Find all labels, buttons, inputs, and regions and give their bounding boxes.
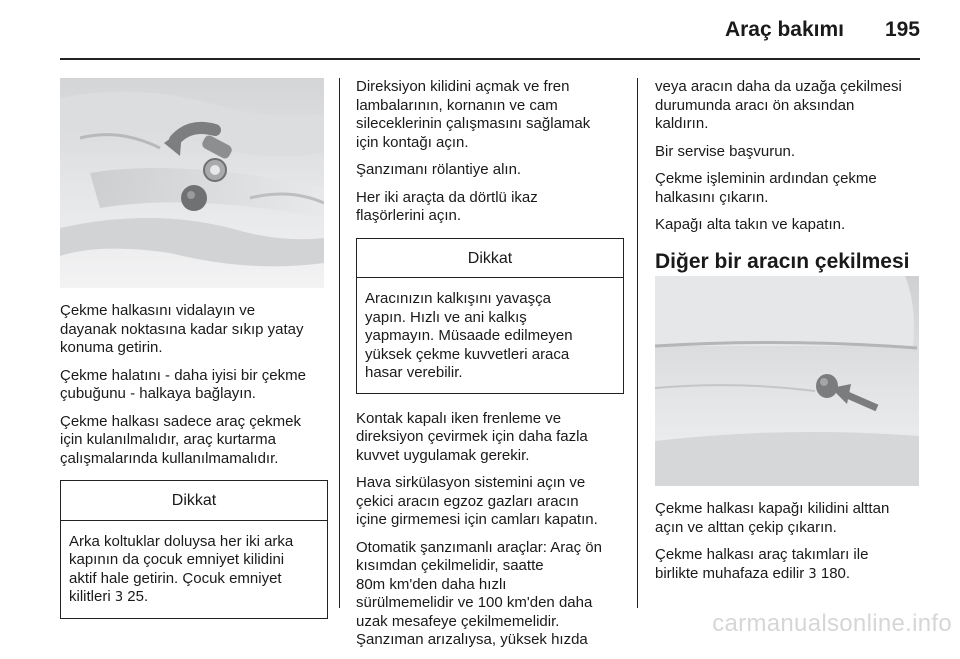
front-bumper-tow-eye-drawing: [60, 78, 324, 288]
rear-bumper-cover-drawing: [655, 276, 919, 486]
column-3: [655, 78, 920, 275]
tow-eye-front-illustration: [60, 78, 324, 288]
arrow-reference-icon: 3: [808, 566, 817, 582]
caution-body: Aracınızın kalkışını yavaşça yapın. Hızlı ve ani kalkış yapmayın. Müsaade edilmeyen yüksek çekme kuvvetleri araca hasar verebilir.: [365, 290, 573, 381]
paragraph: Direksiyon kilidini açmak ve fren lambalarının, kornanın ve cam sileceklerinin çalışmasını sağlamak için kontağı açın.: [356, 78, 591, 151]
paragraph: Çekme işleminin ardından çekme halkasını çıkarın.: [655, 170, 877, 206]
paragraph: Hava sirkülasyon sistemini açın ve çekici aracın egzoz gazları aracın içine girmemesi için camları kapatın.: [356, 474, 598, 528]
watermark: carmanualsonline.info: [712, 610, 952, 637]
column-3-bottom: [655, 500, 920, 593]
paragraph: Çekme halkasını vidalayın ve dayanak noktasına kadar sıkıp yatay konuma getirin.: [60, 302, 304, 356]
column-divider-2: [637, 78, 638, 608]
tow-eye-cover-illustration: [655, 276, 919, 486]
page-number: 195: [884, 18, 920, 41]
column-2: [356, 78, 624, 659]
arrow-reference-icon: 3: [114, 590, 124, 605]
paragraph: Çekme halkası sadece araç çekmek için kulanılmalıdır, araç kurtarma çalışmalarında kullanılmamalıdır.: [60, 412, 301, 467]
paragraph: Şanzımanı rölantiye alın.: [356, 161, 522, 178]
paragraph: Otomatik şanzımanlı araçlar: Araç ön kısımdan çekilmelidir, saatte 80m km'den daha hızlı sürülmemelidir ve 100 km'den daha uzak mesafeye çekilmemelidir. Şanzıman arızalıysa, yüksek hızda: [356, 538, 602, 648]
paragraph: Her iki araçta da dörtlü ikaz flaşörlerini açın.: [356, 188, 538, 224]
paragraph: veya aracın daha da uzağa çekilmesi durumunda aracı ön aksından kaldırın.: [655, 78, 902, 132]
caution-title: Dikkat: [61, 481, 327, 521]
reference-link[interactable]: 180.: [820, 564, 851, 582]
paragraph-text: Çekme halkası araç takımları ile birlikte muhafaza edilir: [655, 546, 869, 582]
page-header-title: Araç bakımı: [724, 18, 844, 41]
reference-link[interactable]: 25.: [127, 588, 149, 605]
caution-box: [356, 238, 624, 394]
paragraph: [655, 546, 920, 584]
paragraph: Çekme halatını - daha iyisi bir çekme çubuğunu - halkaya bağlayın.: [60, 366, 306, 402]
caution-box: [60, 480, 328, 619]
paragraph: Kontak kapalı iken frenleme ve direksiyon çevirmek için daha fazla kuvvet uygulamak gerekir.: [356, 409, 588, 464]
column-1: [60, 302, 328, 635]
caution-text: Arka koltuklar doluysa her iki arka kapının da çocuk emniyet kilidini aktif hale getirin. Çocuk emniyet kilitleri: [69, 532, 294, 605]
paragraph: Çekme halkası kapağı kilidini alttan açın ve alttan çekip çıkarın.: [655, 500, 890, 536]
caution-title: Dikkat: [357, 239, 623, 279]
paragraph: Bir servise başvurun.: [655, 142, 796, 160]
caution-body: [61, 521, 327, 618]
column-divider-1: [339, 78, 340, 608]
section-heading: Diğer bir aracın çekilmesi: [655, 249, 910, 273]
header-divider: [60, 58, 920, 60]
paragraph: Kapağı alta takın ve kapatın.: [655, 216, 846, 233]
